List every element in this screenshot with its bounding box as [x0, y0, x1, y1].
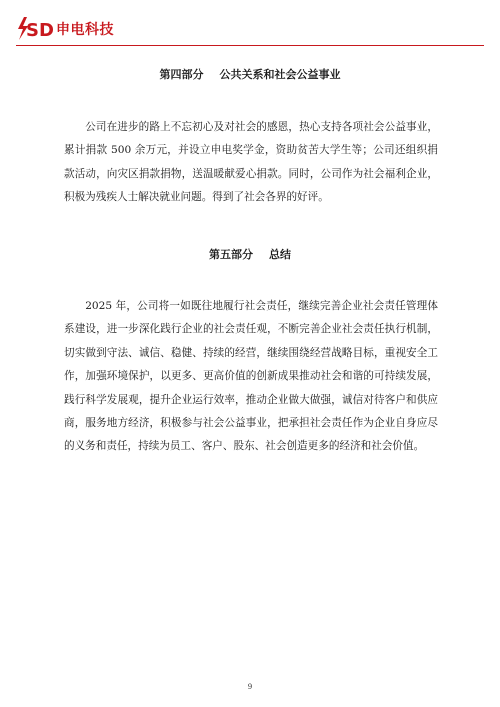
page-number: 9: [247, 683, 253, 691]
header-divider: [16, 45, 484, 46]
section-title: 公共关系和社会公益事业: [219, 68, 341, 81]
section-heading-4: [0, 66, 500, 82]
company-name: 申电科技: [56, 22, 114, 38]
logo-letter: SD: [26, 20, 54, 41]
section-number: 第四部分: [159, 68, 204, 81]
page-header: [16, 14, 484, 44]
section-heading-5: [0, 246, 500, 262]
section-number: 第五部分: [209, 248, 253, 261]
section-title: 总结: [269, 248, 291, 261]
section-4-paragraph: 公司在进步的路上不忘初心及对社会的感恩，热心支持各项社会公益事业，累计捐款 500 余万元，并设立申电奖学金，资助贫苦大学生等；公司还组织捐款活动，向灾区捐款捐物，送温暖献爱心捐款。同时，公司作为社会福利企业，积极为残疾人士解决就业问题。得到了社会各界的好评。: [64, 121, 438, 204]
section-5-paragraph: 2025 年，公司将一如既往地履行社会责任，继续完善企业社会责任管理体系建设，进一步深化践行企业的社会责任观，不断完善企业社会责任执行机制，切实做到守法、诚信、稳健、持续的经营，继续围绕经营战略目标，重视安全工作，加强环境保护，以更多、更高价值的创新成果推动社会和谐的可持续发展，践行科学发展观，提升企业运行效率，推动企业做大做强，诚信对待客户和供应商，服务地方经济，积极参与社会公益事业，把承担社会责任作为企业自身应尽的义务和责任，持续为员工、客户、股东、社会创造更多的经济和社会价值。: [64, 300, 438, 453]
company-logo-icon: [16, 15, 56, 41]
